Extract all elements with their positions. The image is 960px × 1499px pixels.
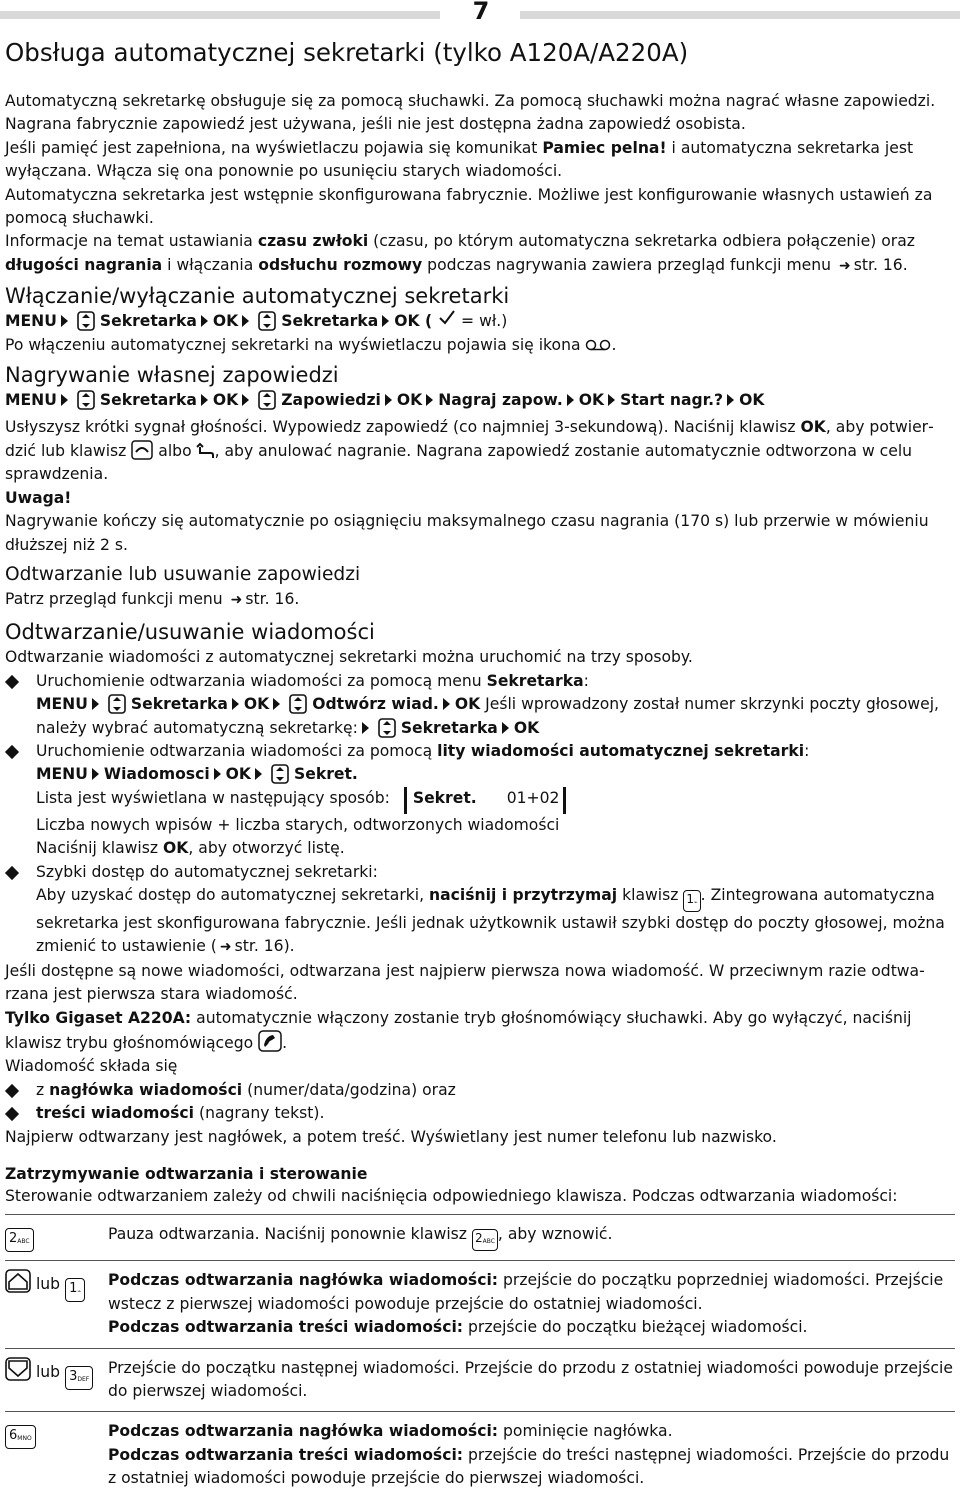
nav-down-key-icon bbox=[5, 1357, 31, 1381]
key-1-icon: 1⌁ bbox=[683, 890, 700, 912]
desc-cell: Pauza odtwarzania. Naciśnij ponownie klawisz 2ABC , aby wznowić. bbox=[108, 1215, 955, 1261]
nav-key-icon bbox=[77, 390, 95, 410]
intro-p4: Informacje na temat ustawiania czasu zwłoki (czasu, po którym automatyczna sekretarka odbiera połączenie) oraz długości nagrania i włączania odsłuchu rozmowy podczas nagrywania zawiera przegląd funkcji menu ➜ str. 16. bbox=[5, 230, 955, 278]
key-3-icon: 3DEF bbox=[65, 1366, 93, 1390]
table-row bbox=[5, 1412, 955, 1499]
heading-record: Nagrywanie własnej zapowiedzi bbox=[5, 363, 339, 388]
note-label: Uwaga! bbox=[5, 488, 72, 507]
play-order-text: Jeśli dostępne są nowe wiadomości, odtwarzana jest najpierw pierwsza nowa wiadomość. W przeciwnym razie odtwarzana jest pierwsza stara wiadomość. bbox=[5, 961, 925, 1004]
key-1-icon: 1⌁ bbox=[65, 1278, 85, 1302]
page-header bbox=[0, 0, 960, 30]
nav-key-icon bbox=[378, 718, 396, 738]
desc-cell: Podczas odtwarzania nagłówka wiadomości: pominięcie nagłówka. Podczas odtwarzania treści wiadomości: przejście do treści następnej wiadomości. Przejście do przodu z ostatniej wiadomości powoduje przejście do pierwszej wiadomości. bbox=[108, 1412, 955, 1499]
list-item: z nagłówka wiadomości (numer/data/godzina) oraz bbox=[5, 1079, 955, 1102]
key-cell: lub 3DEF bbox=[5, 1348, 108, 1412]
menu-arrow-icon bbox=[273, 698, 280, 710]
menu-arrow-icon bbox=[727, 394, 734, 406]
nav-key-icon bbox=[258, 390, 276, 410]
key-cell: lub 1⌁ bbox=[5, 1261, 108, 1348]
menu-arrow-icon bbox=[443, 698, 450, 710]
desc-cell: Podczas odtwarzania nagłówka wiadomości: przejście do początku poprzedniej wiadomości. Przejście wstecz z pierwszej wiadomości powoduje przejście do ostatniej wiadomości. Podczas odtwarzania treści wiadomości: przejście do początku bieżącej wiadomości. bbox=[108, 1261, 955, 1348]
right-arrow-icon: ➜ bbox=[839, 257, 851, 274]
bullet-icon bbox=[5, 865, 19, 879]
menu-arrow-icon bbox=[61, 315, 68, 327]
nav-key-icon bbox=[289, 694, 307, 714]
menu-path-on-off: MENU Sekretarka OK Sekretarka OK ( = wł.) bbox=[5, 312, 508, 331]
key-cell bbox=[5, 1412, 108, 1499]
intro-p1: Automatyczną sekretarkę obsługuje się za pomocą słuchawki. Za pomocą słuchawki można nagrać własne zapowiedzi. Nagrana fabrycznie zapowiedź jest używana, jeśli nie jest dostępna żadna zapowiedź osobista. bbox=[5, 92, 936, 134]
control-table bbox=[5, 1214, 955, 1498]
key-cell bbox=[5, 1215, 108, 1261]
bullet-icon bbox=[5, 1107, 19, 1121]
table-row bbox=[5, 1261, 955, 1348]
heading-control: Zatrzymywanie odtwarzania i sterowanie bbox=[5, 1165, 368, 1184]
end-call-key-icon bbox=[131, 440, 153, 460]
menu-arrow-icon bbox=[502, 722, 509, 734]
menu-arrow-icon bbox=[362, 722, 369, 734]
menu-path-record: MENU Sekretarka OK Zapowiedzi OK Nagraj zapow. OK Start nagr.? OK bbox=[5, 391, 765, 410]
page-number: 7 bbox=[472, 0, 490, 25]
list-item: Uruchomienie odtwarzania wiadomości za pomocą menu Sekretarka: MENU Sekretarka OK Odtwórz wiad. OK Jeśli wprowadzony został numer skrzynki poczty głosowej, należy wybrać automatyczną sekretarkę: Sekretarka OK bbox=[5, 670, 955, 740]
nav-key-icon bbox=[271, 764, 289, 784]
menu-arrow-icon bbox=[567, 394, 574, 406]
back-icon bbox=[197, 444, 215, 460]
table-row bbox=[5, 1215, 955, 1261]
speaker-text: Tylko Gigaset A220A: automatycznie włączony zostanie tryb głośnomówiący słuchawki. Aby go wyłączyć, naciśnij klawisz trybu głośnomówiącego . bbox=[5, 1008, 912, 1052]
menu-arrow-icon bbox=[426, 394, 433, 406]
header-first-text: Najpierw odtwarzany jest nagłówek, a potem treść. Wyświetlany jest numer telefonu lub nazwisko. bbox=[5, 1127, 777, 1146]
answering-machine-icon bbox=[585, 339, 611, 351]
right-arrow-icon: ➜ bbox=[219, 939, 232, 956]
display-sample: Sekret. 01+02 bbox=[404, 787, 567, 814]
menu-arrow-icon bbox=[201, 394, 208, 406]
play-methods-list bbox=[5, 670, 955, 960]
play-announcement-text: Patrz przegląd funkcji menu ➜ str. 16. bbox=[5, 588, 955, 612]
message-parts-text: Wiadomość składa się bbox=[5, 1057, 178, 1076]
right-arrow-icon: ➜ bbox=[230, 591, 243, 608]
key-6-icon: 6MNO bbox=[5, 1425, 36, 1449]
record-text: Usłyszysz krótki sygnał głośności. Wypowiedz zapowiedź (co najmniej 3-sekundową). Naciśnij klawisz OK, aby potwierdzić lub klawisz albo , aby anulować nagranie. Nagrana zapowiedź zostanie automatycznie odtworzona w celu sprawdzenia. bbox=[5, 418, 934, 484]
menu-arrow-icon bbox=[382, 315, 389, 327]
table-row bbox=[5, 1348, 955, 1412]
menu-arrow-icon bbox=[232, 698, 239, 710]
menu-arrow-icon bbox=[201, 315, 208, 327]
message-parts-list bbox=[5, 1079, 955, 1126]
heading-play-announcement: Odtwarzanie lub usuwanie zapowiedzi bbox=[5, 563, 361, 585]
nav-key-icon bbox=[108, 694, 126, 714]
intro-p2: Jeśli pamięć jest zapełniona, na wyświetlaczu pojawia się komunikat Pamiec pelna! i automatyczna sekretarka jest wyłączana. Włącza się ona ponownie po usunięciu starych wiadomości. bbox=[5, 138, 914, 181]
checkmark-icon bbox=[438, 310, 456, 326]
on-off-text: Po włączeniu automatycznej sekretarki na wyświetlaczu pojawia się ikona . bbox=[5, 335, 617, 354]
control-intro: Sterowanie odtwarzaniem zależy od chwili naciśnięcia odpowiedniego klawisza. Podczas odtwarzania wiadomości: bbox=[5, 1187, 898, 1206]
menu-arrow-icon bbox=[92, 768, 99, 780]
header-bar-right bbox=[520, 11, 960, 19]
note-text: Nagrywanie kończy się automatycznie po osiągnięciu maksymalnego czasu nagrania (170 s) lub przerwie w mówieniu dłuższej niż 2 s. bbox=[5, 512, 929, 554]
menu-arrow-icon bbox=[214, 768, 221, 780]
heading-on-off: Włączanie/wyłączanie automatycznej sekretarki bbox=[5, 284, 510, 309]
page-content bbox=[5, 36, 955, 1499]
list-item: treści wiadomości (nagrany tekst). bbox=[5, 1102, 955, 1125]
menu-arrow-icon bbox=[385, 394, 392, 406]
bullet-icon bbox=[5, 745, 19, 759]
nav-up-key-icon bbox=[5, 1269, 31, 1293]
header-bar-left bbox=[0, 11, 440, 19]
nav-key-icon bbox=[258, 311, 276, 331]
intro-p3: Automatyczna sekretarka jest wstępnie skonfigurowana fabrycznie. Możliwe jest konfigurowanie własnych ustawień za pomocą słuchawki. bbox=[5, 185, 933, 228]
menu-arrow-icon bbox=[608, 394, 615, 406]
menu-arrow-icon bbox=[92, 698, 99, 710]
heading-play-messages: Odtwarzanie/usuwanie wiadomości bbox=[5, 620, 375, 645]
speaker-key-icon bbox=[258, 1030, 282, 1052]
menu-arrow-icon bbox=[255, 768, 262, 780]
bullet-icon bbox=[5, 675, 19, 689]
menu-arrow-icon bbox=[61, 394, 68, 406]
list-item: Szybki dostęp do automatycznej sekretarki: Aby uzyskać dostęp do automatycznej sekretarki, naciśnij i przytrzymaj klawisz 1⌁ . Zintegrowana automatyczna sekretarka jest skonfigurowana fabrycznie. Jeśli jednak użytkownik ustawił szybki dostęp do poczty głosowej, można zmienić to ustawienie ( ➜ str. 16). bbox=[5, 861, 955, 960]
key-2-icon: 2ABC bbox=[5, 1228, 34, 1252]
nav-key-icon bbox=[77, 311, 95, 331]
menu-arrow-icon bbox=[242, 315, 249, 327]
menu-arrow-icon bbox=[242, 394, 249, 406]
page-title: Obsługa automatycznej sekretarki (tylko A120A/A220A) bbox=[5, 38, 689, 67]
bullet-icon bbox=[5, 1084, 19, 1098]
key-2-icon: 2ABC bbox=[472, 1229, 498, 1251]
desc-cell: Przejście do początku następnej wiadomości. Przejście do przodu z ostatniej wiadomości powoduje przejście do pierwszej wiadomości. bbox=[108, 1348, 955, 1412]
list-item: Uruchomienie odtwarzania wiadomości za pomocą lity wiadomości automatycznej sekretarki: MENU Wiadomosci OK Sekret. Lista jest wyświetlana w następujący sposób: Sekret. 01+02 Liczba nowych wpisów + liczba starych, odtworzonych wiadomości Naciśnij klawisz OK, aby otworzyć listę. bbox=[5, 740, 955, 861]
play-messages-intro: Odtwarzanie wiadomości z automatycznej sekretarki można uruchomić na trzy sposoby. bbox=[5, 648, 693, 667]
